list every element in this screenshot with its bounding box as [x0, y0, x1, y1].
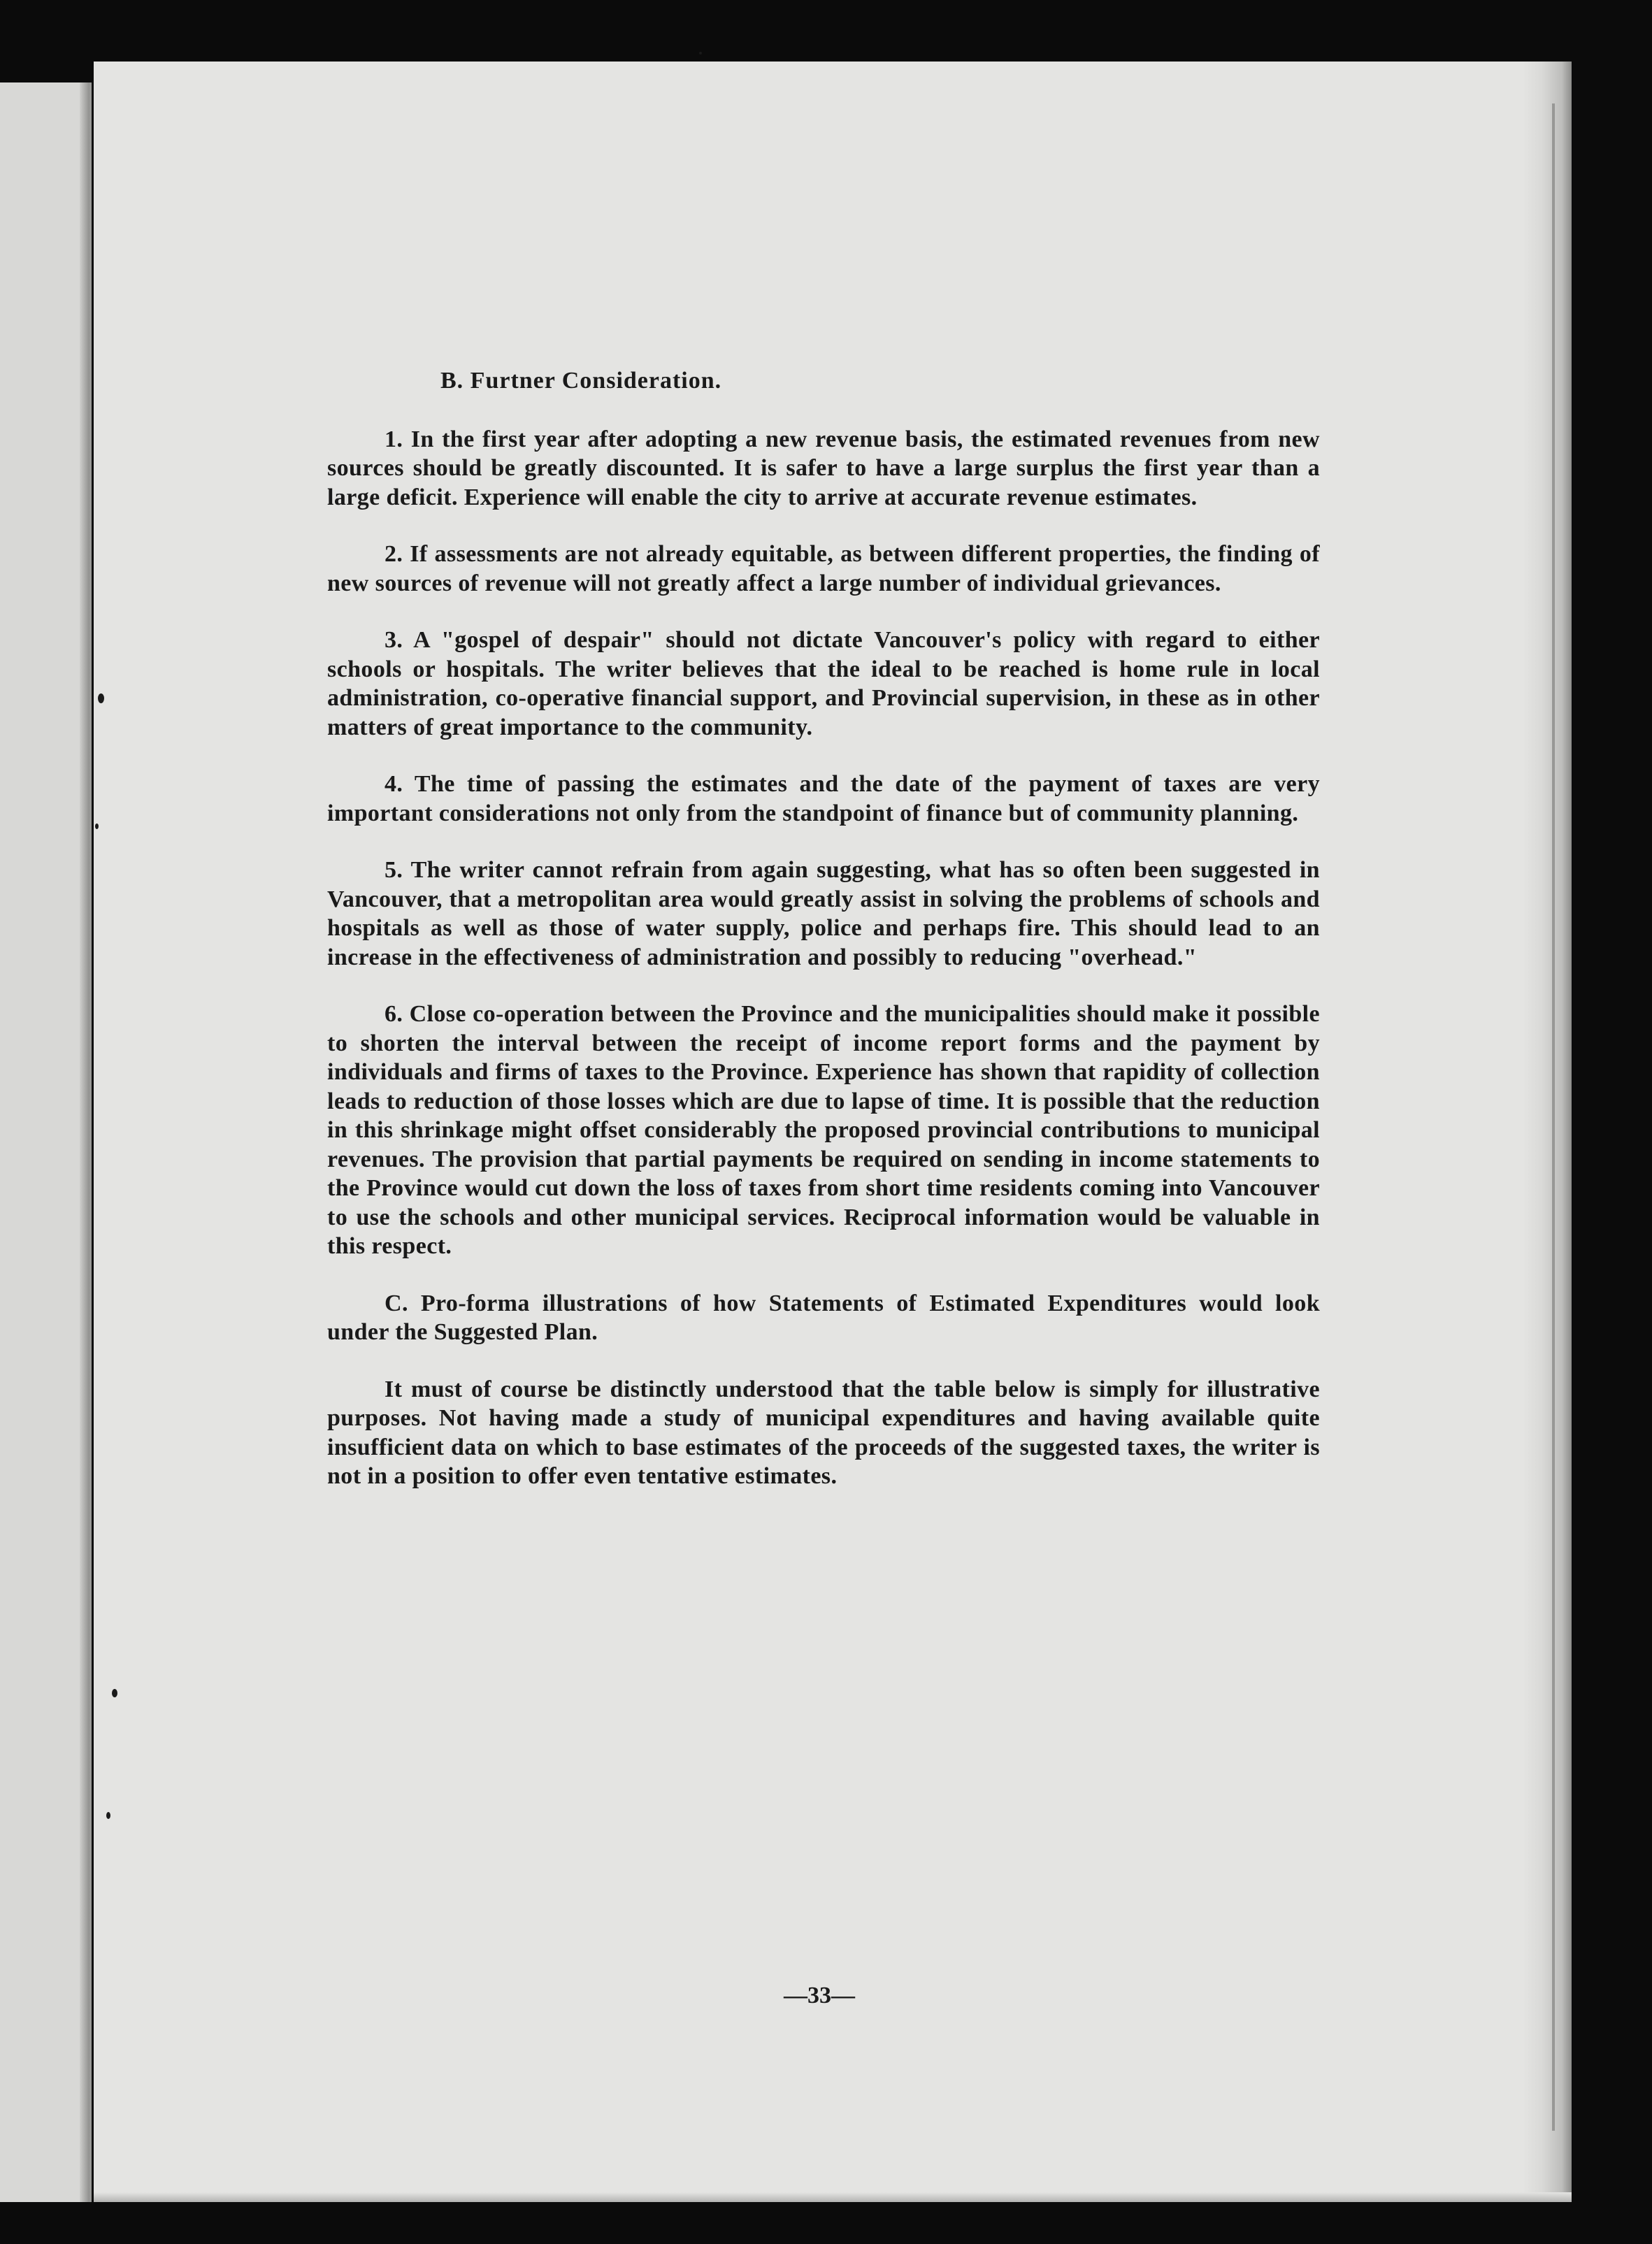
paragraph-3: 3. A "gospel of despair" should not dictate Vancouver's policy with regard to either schools or hospitals. The writer believes that the ideal to be reached is home rule in local administration, co-operative financial support, and Provincial supervision, in these as in other matters of great importance to the community.	[327, 627, 1320, 740]
section-heading: B. Furtner Consideration.	[440, 368, 722, 394]
page-number: —33—	[784, 1983, 855, 2008]
paragraph-6: 6. Close co-operation between the Province and the municipalities should make it possible to shorten the interval between the receipt of income report forms and the payment by individuals and firms of taxes to the Province. Experience has shown that rapidity of collection leads to reduction of those losses which are due to lapse of time. It is possible that the reduction in this shrinkage might offset considerably the proposed provincial contributions to municipal revenues. The provision that partial payments be required on sending in income statements to the Province would cut down the loss of taxes from short time residents coming into Vancouver to use the schools and other municipal services. Reciprocal information would be valuable in this respect.	[327, 1001, 1320, 1259]
page-bottom-edge	[94, 2192, 1572, 2202]
speck	[106, 1812, 110, 1819]
speck	[699, 52, 702, 55]
paragraph-2: 2. If assessments are not already equitable, as between different properties, the finding of new sources of revenue will not greatly affect a large number of individual grievances.	[327, 541, 1320, 596]
paragraph-4: 4. The time of passing the estimates and the date of the payment of taxes are very important considerations not only from the standpoint of finance but of community planning.	[327, 771, 1320, 826]
paragraph-1: 1. In the first year after adopting a new revenue basis, the estimated revenues from new sources should be greatly discounted. It is safer to have a large surplus the first year than a large deficit. Experience will enable the city to arrive at accurate revenue estimates.	[327, 426, 1320, 510]
left-page-edge	[0, 82, 92, 2202]
section-c-heading: C. Pro-forma illustrations of how Statements of Estimated Expenditures would look under the Suggested Plan.	[327, 1290, 1320, 1345]
binding-shadow	[80, 82, 89, 2202]
speck	[95, 823, 99, 829]
speck	[98, 693, 104, 703]
speck	[112, 1689, 117, 1697]
paragraph-5: 5. The writer cannot refrain from again suggesting, what has so often been suggested in Vancouver, that a metropolitan area would greatly assist in solving the problems of schools and hospitals as well as those of water supply, police and perhaps fire. This should lead to an increase in the effectiveness of administration and possibly to reducing "overhead."	[327, 857, 1320, 970]
body-text	[327, 366, 1320, 1519]
page-stack-edge	[1523, 62, 1572, 2202]
closing-paragraph: It must of course be distinctly understood that the table below is simply for illustrative purposes. Not having made a study of municipal expenditures and having available quite insufficient data on which to base estimates of the proceeds of the suggested taxes, the writer is not in a position to offer even tentative estimates.	[327, 1376, 1320, 1489]
